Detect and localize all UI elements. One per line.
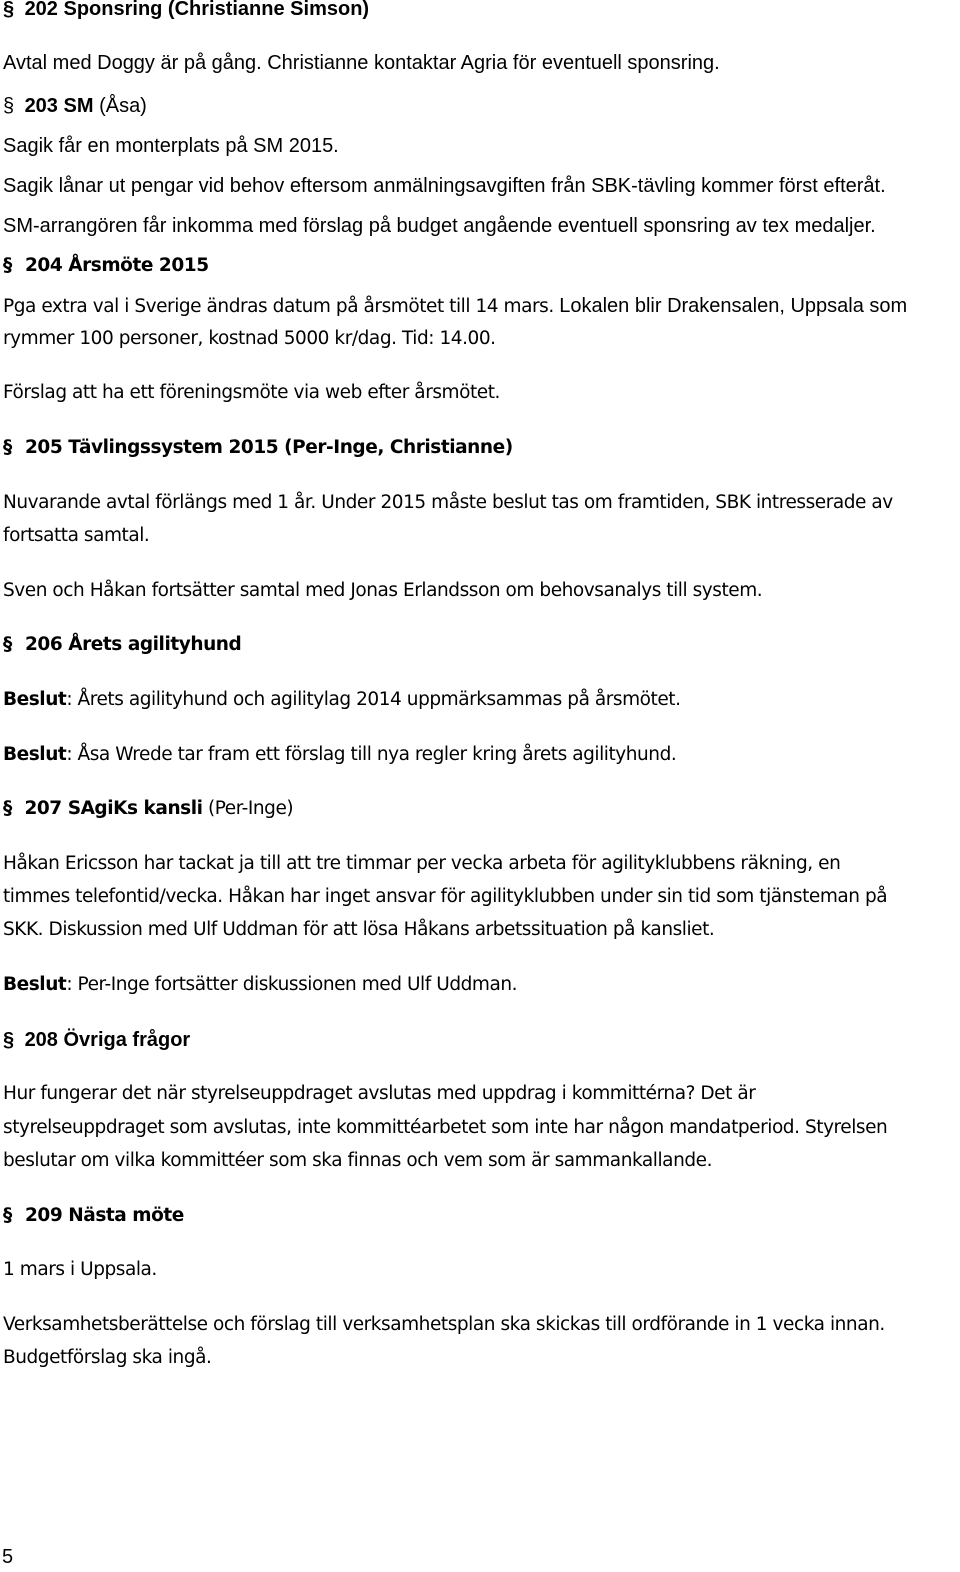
decision: Beslut: Åsa Wrede tar fram ett förslag till nya regler kring årets agilityhund. [3, 744, 677, 765]
paragraph: Verksamhetsberättelse och förslag till verksamhetsplan ska skickas till ordförande in 1 vecka innan. [3, 1314, 885, 1335]
paragraph: Sven och Håkan fortsätter samtal med Jonas Erlandsson om behovsanalys till system. [3, 580, 763, 601]
section-203-heading: § 203 SM (Åsa) [3, 95, 147, 117]
paragraph: Hur fungerar det när styrelseuppdraget avslutas med uppdrag i kommittérna? Det är [3, 1083, 756, 1104]
section-symbol: § [3, 437, 12, 458]
paragraph: Sagik får en monterplats på SM 2015. [3, 135, 339, 157]
paragraph: beslutar om vilka kommittéer som ska finnas och vem som är sammankallande. [3, 1150, 712, 1171]
paragraph: timmes telefontid/vecka. Håkan har inget ansvar för agilityklubben under sin tid som tjänsteman på [3, 886, 888, 907]
paragraph: Sagik lånar ut pengar vid behov eftersom anmälningsavgiften från SBK-tävling kommer först efteråt. [3, 175, 886, 197]
paragraph: Avtal med Doggy är på gång. Christianne kontaktar Agria för eventuell sponsring. [3, 52, 720, 74]
section-symbol: § [3, 634, 12, 655]
section-202-heading: § 202 Sponsring (Christianne Simson) [3, 0, 369, 21]
paragraph: SKK. Diskussion med Ulf Uddman för att lösa Håkans arbetssituation på kansliet. [3, 919, 715, 940]
section-symbol: § [3, 95, 15, 117]
section-205-heading: § 205 Tävlingssystem 2015 (Per-Inge, Christianne) [3, 437, 513, 458]
page-number: 5 [2, 1546, 14, 1568]
paragraph: Budgetförslag ska ingå. [3, 1347, 212, 1368]
section-207-heading: § 207 SAgiKs kansli (Per-Inge) [3, 798, 294, 819]
section-symbol: § [3, 798, 12, 819]
paragraph: Nuvarande avtal förlängs med 1 år. Under 2015 måste beslut tas om framtiden, SBK intresserade av [3, 492, 893, 513]
decision: Beslut: Per-Inge fortsätter diskussionen med Ulf Uddman. [3, 974, 518, 995]
paragraph: Pga extra val i Sverige ändras datum på årsmötet till 14 mars. Lokalen blir Drakensalen, Uppsala som [3, 295, 908, 317]
section-206-heading: § 206 Årets agilityhund [3, 634, 242, 655]
section-symbol: § [3, 255, 12, 276]
section-symbol: § [3, 1205, 12, 1226]
section-208-heading: § 208 Övriga frågor [3, 1029, 191, 1051]
paragraph: Förslag att ha ett föreningsmöte via web efter årsmötet. [3, 382, 500, 403]
paragraph: 1 mars i Uppsala. [3, 1259, 157, 1280]
paragraph: SM-arrangören får inkomma med förslag på budget angående eventuell sponsring av tex medaljer. [3, 215, 876, 237]
paragraph: rymmer 100 personer, kostnad 5000 kr/dag. Tid: 14.00. [3, 328, 496, 349]
paragraph: Håkan Ericsson har tackat ja till att tre timmar per vecka arbeta för agilityklubbens räkning, en [3, 853, 841, 874]
section-symbol: § [3, 0, 15, 20]
section-204-heading: § 204 Årsmöte 2015 [3, 255, 209, 276]
decision: Beslut: Årets agilityhund och agilitylag 2014 uppmärksammas på årsmötet. [3, 689, 681, 710]
paragraph: styrelseuppdraget som avslutas, inte kommittéarbetet som inte har någon mandatperiod. Styrelsen [3, 1117, 888, 1138]
paragraph: fortsatta samtal. [3, 525, 150, 546]
section-symbol: § [3, 1029, 15, 1051]
section-209-heading: § 209 Nästa möte [3, 1205, 184, 1226]
